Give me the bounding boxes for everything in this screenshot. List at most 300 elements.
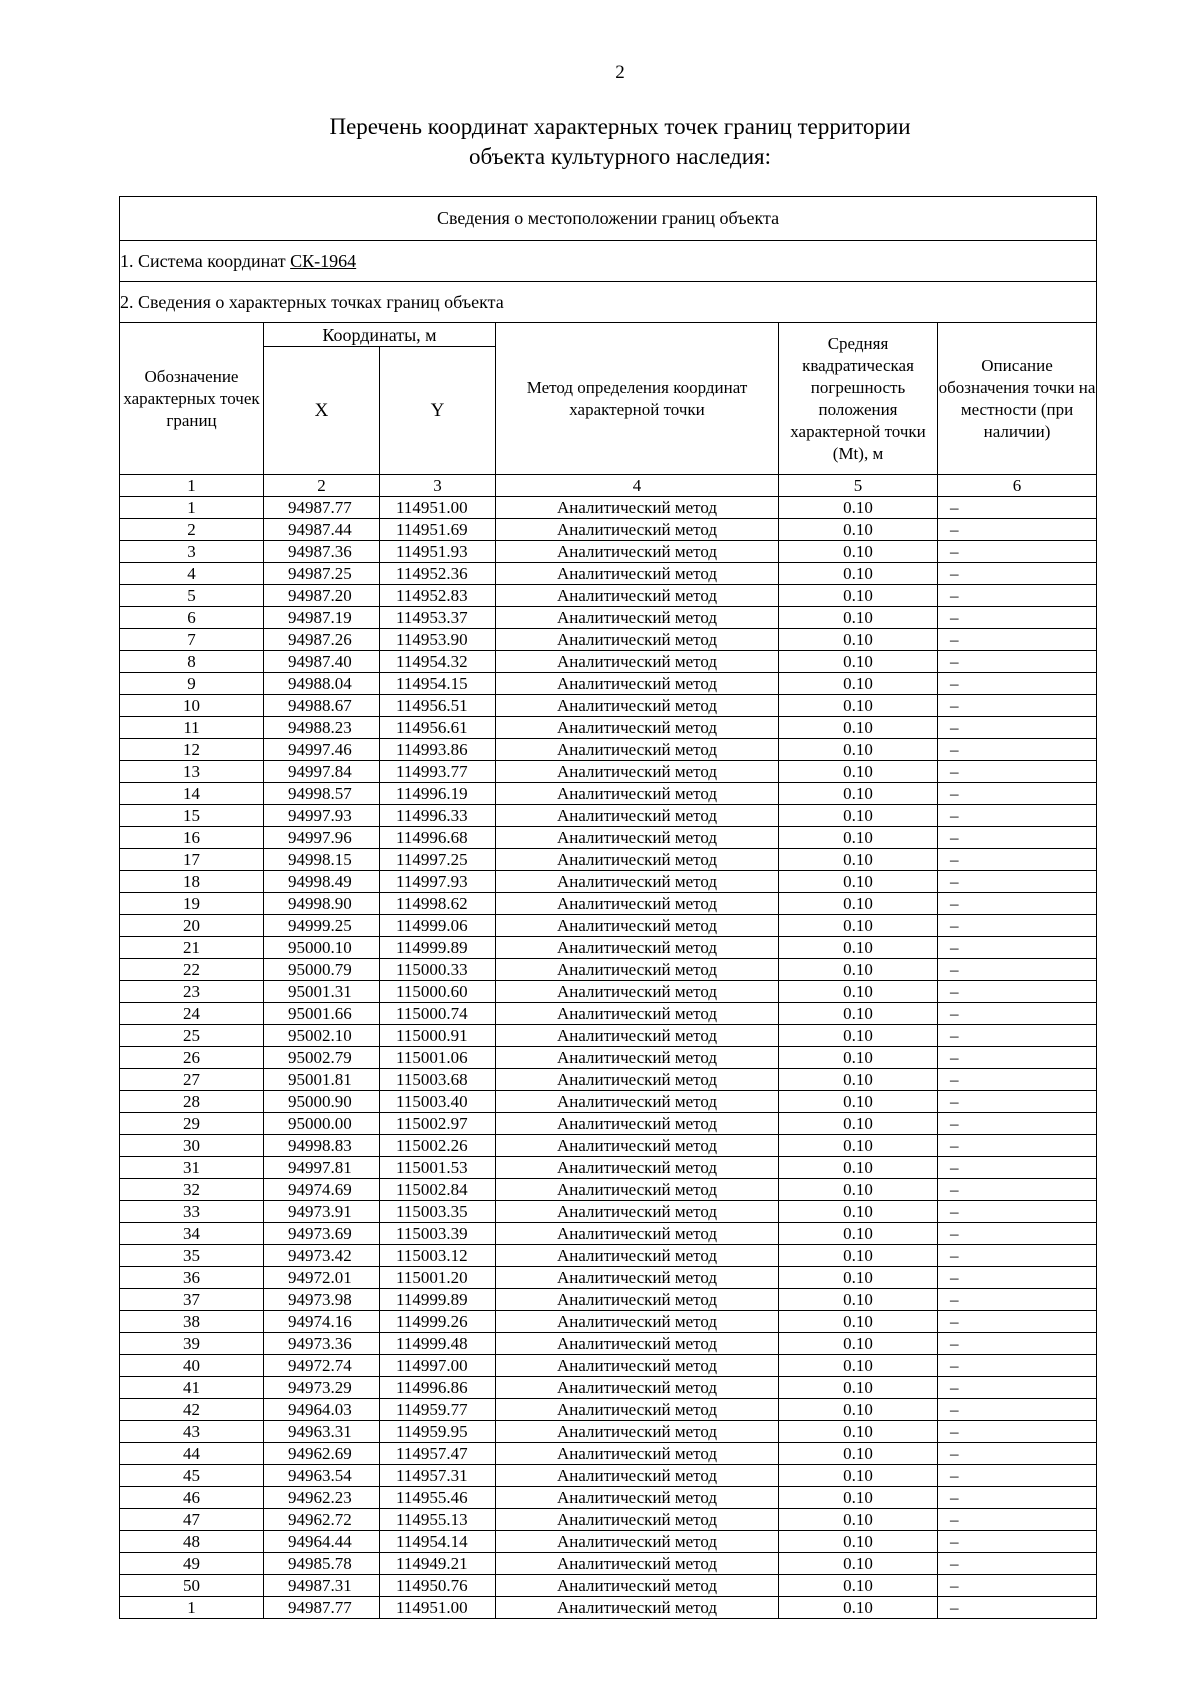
table-row xyxy=(120,1025,1097,1047)
point-id: 37 xyxy=(120,1289,264,1311)
title-line-1: Перечень координат характерных точек границ территории xyxy=(329,114,911,139)
point-id: 18 xyxy=(120,871,264,893)
description-cell: – xyxy=(938,959,1097,981)
method-cell: Аналитический метод xyxy=(496,871,779,893)
coord-x: 94987.26 xyxy=(264,629,380,651)
description-cell: – xyxy=(938,563,1097,585)
method-cell: Аналитический метод xyxy=(496,1135,779,1157)
coord-y: 115003.68 xyxy=(380,1069,496,1091)
table-row xyxy=(120,1069,1097,1091)
method-cell: Аналитический метод xyxy=(496,1421,779,1443)
table-row xyxy=(120,629,1097,651)
point-id: 46 xyxy=(120,1487,264,1509)
coord-x: 94974.16 xyxy=(264,1311,380,1333)
point-id: 22 xyxy=(120,959,264,981)
description-cell: – xyxy=(938,651,1097,673)
method-cell: Аналитический метод xyxy=(496,1465,779,1487)
description-cell: – xyxy=(938,1465,1097,1487)
coord-x: 94974.69 xyxy=(264,1179,380,1201)
point-id: 15 xyxy=(120,805,264,827)
error-cell: 0.10 xyxy=(779,1069,938,1091)
coord-y: 114952.36 xyxy=(380,563,496,585)
error-cell: 0.10 xyxy=(779,497,938,519)
description-cell: – xyxy=(938,1003,1097,1025)
method-cell: Аналитический метод xyxy=(496,1047,779,1069)
header-coordinates: Координаты, м xyxy=(264,323,496,347)
method-cell: Аналитический метод xyxy=(496,629,779,651)
coord-x: 94987.40 xyxy=(264,651,380,673)
description-cell: – xyxy=(938,893,1097,915)
description-cell: – xyxy=(938,673,1097,695)
error-cell: 0.10 xyxy=(779,541,938,563)
error-cell: 0.10 xyxy=(779,1267,938,1289)
coord-x: 94987.77 xyxy=(264,1597,380,1619)
description-cell: – xyxy=(938,717,1097,739)
coord-x: 94964.03 xyxy=(264,1399,380,1421)
error-cell: 0.10 xyxy=(779,651,938,673)
error-cell: 0.10 xyxy=(779,1113,938,1135)
point-id: 3 xyxy=(120,541,264,563)
error-cell: 0.10 xyxy=(779,959,938,981)
method-cell: Аналитический метод xyxy=(496,651,779,673)
point-id: 49 xyxy=(120,1553,264,1575)
error-cell: 0.10 xyxy=(779,805,938,827)
table-row xyxy=(120,1421,1097,1443)
error-cell: 0.10 xyxy=(779,1531,938,1553)
point-id: 10 xyxy=(120,695,264,717)
coord-y: 114955.46 xyxy=(380,1487,496,1509)
coord-x: 95000.10 xyxy=(264,937,380,959)
table-row xyxy=(120,1135,1097,1157)
coord-y: 115001.53 xyxy=(380,1157,496,1179)
error-cell: 0.10 xyxy=(779,1201,938,1223)
table-row xyxy=(120,1289,1097,1311)
coord-x: 94972.74 xyxy=(264,1355,380,1377)
coord-x: 94973.42 xyxy=(264,1245,380,1267)
description-cell: – xyxy=(938,1157,1097,1179)
description-cell: – xyxy=(938,1597,1097,1619)
coord-y: 115003.40 xyxy=(380,1091,496,1113)
coord-y: 114951.00 xyxy=(380,1597,496,1619)
method-cell: Аналитический метод xyxy=(496,1003,779,1025)
table-row xyxy=(120,519,1097,541)
coord-x: 94973.91 xyxy=(264,1201,380,1223)
column-number: 1 xyxy=(120,475,264,497)
coord-x: 95001.31 xyxy=(264,981,380,1003)
method-cell: Аналитический метод xyxy=(496,805,779,827)
coord-x: 94987.44 xyxy=(264,519,380,541)
method-cell: Аналитический метод xyxy=(496,1575,779,1597)
coordinate-system-value: СК-1964 xyxy=(290,250,357,271)
method-cell: Аналитический метод xyxy=(496,1179,779,1201)
description-cell: – xyxy=(938,1135,1097,1157)
coord-y: 114997.25 xyxy=(380,849,496,871)
coord-y: 115000.91 xyxy=(380,1025,496,1047)
column-number: 2 xyxy=(264,475,380,497)
coord-y: 114999.89 xyxy=(380,937,496,959)
point-id: 27 xyxy=(120,1069,264,1091)
table-row xyxy=(120,1091,1097,1113)
table-row xyxy=(120,959,1097,981)
method-cell: Аналитический метод xyxy=(496,1553,779,1575)
table-row xyxy=(120,1333,1097,1355)
description-cell: – xyxy=(938,1377,1097,1399)
error-cell: 0.10 xyxy=(779,585,938,607)
coord-x: 94963.54 xyxy=(264,1465,380,1487)
error-cell: 0.10 xyxy=(779,717,938,739)
point-id: 29 xyxy=(120,1113,264,1135)
description-cell: – xyxy=(938,1509,1097,1531)
error-cell: 0.10 xyxy=(779,1025,938,1047)
table-row xyxy=(120,1047,1097,1069)
method-cell: Аналитический метод xyxy=(496,1025,779,1047)
coord-y: 114999.48 xyxy=(380,1333,496,1355)
method-cell: Аналитический метод xyxy=(496,827,779,849)
method-cell: Аналитический метод xyxy=(496,695,779,717)
error-cell: 0.10 xyxy=(779,1465,938,1487)
error-cell: 0.10 xyxy=(779,1179,938,1201)
method-cell: Аналитический метод xyxy=(496,1487,779,1509)
error-cell: 0.10 xyxy=(779,1311,938,1333)
coord-y: 114993.86 xyxy=(380,739,496,761)
coord-y: 114954.15 xyxy=(380,673,496,695)
point-id: 48 xyxy=(120,1531,264,1553)
coord-y: 114999.06 xyxy=(380,915,496,937)
error-cell: 0.10 xyxy=(779,1575,938,1597)
point-id: 6 xyxy=(120,607,264,629)
description-cell: – xyxy=(938,1487,1097,1509)
coord-x: 94997.84 xyxy=(264,761,380,783)
error-cell: 0.10 xyxy=(779,1135,938,1157)
coord-x: 94998.90 xyxy=(264,893,380,915)
error-cell: 0.10 xyxy=(779,1003,938,1025)
coord-y: 114954.32 xyxy=(380,651,496,673)
coord-y: 114955.13 xyxy=(380,1509,496,1531)
table-row xyxy=(120,1113,1097,1135)
coord-x: 94997.46 xyxy=(264,739,380,761)
description-cell: – xyxy=(938,497,1097,519)
description-cell: – xyxy=(938,739,1097,761)
section-title: Сведения о местоположении границ объекта xyxy=(120,197,1097,241)
coord-y: 114999.89 xyxy=(380,1289,496,1311)
point-id: 2 xyxy=(120,519,264,541)
point-id: 7 xyxy=(120,629,264,651)
coord-y: 114957.31 xyxy=(380,1465,496,1487)
table-row xyxy=(120,1355,1097,1377)
point-id: 32 xyxy=(120,1179,264,1201)
table-row xyxy=(120,849,1097,871)
error-cell: 0.10 xyxy=(779,607,938,629)
error-cell: 0.10 xyxy=(779,1377,938,1399)
description-cell: – xyxy=(938,1531,1097,1553)
coord-x: 94972.01 xyxy=(264,1267,380,1289)
point-id: 21 xyxy=(120,937,264,959)
method-cell: Аналитический метод xyxy=(496,1355,779,1377)
coordinate-system-row xyxy=(120,241,1097,282)
coord-x: 94988.67 xyxy=(264,695,380,717)
table-row xyxy=(120,783,1097,805)
method-cell: Аналитический метод xyxy=(496,563,779,585)
table-row xyxy=(120,695,1097,717)
coord-x: 94973.98 xyxy=(264,1289,380,1311)
method-cell: Аналитический метод xyxy=(496,673,779,695)
point-id: 23 xyxy=(120,981,264,1003)
description-cell: – xyxy=(938,1091,1097,1113)
column-number: 3 xyxy=(380,475,496,497)
coord-x: 94962.72 xyxy=(264,1509,380,1531)
point-id: 11 xyxy=(120,717,264,739)
description-cell: – xyxy=(938,915,1097,937)
coord-y: 115002.84 xyxy=(380,1179,496,1201)
method-cell: Аналитический метод xyxy=(496,1333,779,1355)
coord-x: 94997.96 xyxy=(264,827,380,849)
description-cell: – xyxy=(938,1245,1097,1267)
coord-x: 95000.79 xyxy=(264,959,380,981)
method-cell: Аналитический метод xyxy=(496,1201,779,1223)
method-cell: Аналитический метод xyxy=(496,1245,779,1267)
coord-y: 114996.68 xyxy=(380,827,496,849)
table-row xyxy=(120,717,1097,739)
method-cell: Аналитический метод xyxy=(496,585,779,607)
coord-y: 114996.19 xyxy=(380,783,496,805)
point-id: 19 xyxy=(120,893,264,915)
point-id: 33 xyxy=(120,1201,264,1223)
column-number: 6 xyxy=(938,475,1097,497)
point-id: 50 xyxy=(120,1575,264,1597)
error-cell: 0.10 xyxy=(779,1509,938,1531)
coord-y: 115001.20 xyxy=(380,1267,496,1289)
coord-x: 94962.23 xyxy=(264,1487,380,1509)
method-cell: Аналитический метод xyxy=(496,1223,779,1245)
point-id: 20 xyxy=(120,915,264,937)
method-cell: Аналитический метод xyxy=(496,1069,779,1091)
description-cell: – xyxy=(938,1267,1097,1289)
table-row xyxy=(120,1377,1097,1399)
coord-x: 94999.25 xyxy=(264,915,380,937)
table-row xyxy=(120,497,1097,519)
coord-y: 115000.60 xyxy=(380,981,496,1003)
description-cell: – xyxy=(938,607,1097,629)
method-cell: Аналитический метод xyxy=(496,497,779,519)
method-cell: Аналитический метод xyxy=(496,981,779,1003)
method-cell: Аналитический метод xyxy=(496,1597,779,1619)
method-cell: Аналитический метод xyxy=(496,607,779,629)
point-id: 1 xyxy=(120,497,264,519)
description-cell: – xyxy=(938,1333,1097,1355)
coord-x: 94985.78 xyxy=(264,1553,380,1575)
points-info-row: 2. Сведения о характерных точках границ объекта xyxy=(120,282,1097,323)
error-cell: 0.10 xyxy=(779,673,938,695)
error-cell: 0.10 xyxy=(779,783,938,805)
error-cell: 0.10 xyxy=(779,1047,938,1069)
point-id: 30 xyxy=(120,1135,264,1157)
table-row xyxy=(120,1487,1097,1509)
point-id: 45 xyxy=(120,1465,264,1487)
method-cell: Аналитический метод xyxy=(496,1113,779,1135)
coord-y: 115002.97 xyxy=(380,1113,496,1135)
error-cell: 0.10 xyxy=(779,1443,938,1465)
description-cell: – xyxy=(938,1179,1097,1201)
table-row xyxy=(120,1443,1097,1465)
error-cell: 0.10 xyxy=(779,761,938,783)
description-cell: – xyxy=(938,1113,1097,1135)
coord-y: 114996.33 xyxy=(380,805,496,827)
coord-y: 114957.47 xyxy=(380,1443,496,1465)
coord-x: 95002.10 xyxy=(264,1025,380,1047)
point-id: 34 xyxy=(120,1223,264,1245)
description-cell: – xyxy=(938,1355,1097,1377)
description-cell: – xyxy=(938,827,1097,849)
coord-y: 114953.90 xyxy=(380,629,496,651)
coord-x: 94997.81 xyxy=(264,1157,380,1179)
coord-y: 114997.93 xyxy=(380,871,496,893)
description-cell: – xyxy=(938,1421,1097,1443)
table-row xyxy=(120,541,1097,563)
point-id: 12 xyxy=(120,739,264,761)
method-cell: Аналитический метод xyxy=(496,849,779,871)
description-cell: – xyxy=(938,629,1097,651)
point-id: 36 xyxy=(120,1267,264,1289)
table-row xyxy=(120,1267,1097,1289)
table-row xyxy=(120,1399,1097,1421)
method-cell: Аналитический метод xyxy=(496,1289,779,1311)
coord-y: 114998.62 xyxy=(380,893,496,915)
point-id: 17 xyxy=(120,849,264,871)
coord-y: 114997.00 xyxy=(380,1355,496,1377)
coord-y: 114956.61 xyxy=(380,717,496,739)
method-cell: Аналитический метод xyxy=(496,717,779,739)
description-cell: – xyxy=(938,541,1097,563)
method-cell: Аналитический метод xyxy=(496,1311,779,1333)
table-row xyxy=(120,1003,1097,1025)
point-id: 26 xyxy=(120,1047,264,1069)
table-row xyxy=(120,1465,1097,1487)
point-id: 13 xyxy=(120,761,264,783)
description-cell: – xyxy=(938,981,1097,1003)
error-cell: 0.10 xyxy=(779,1289,938,1311)
table-row xyxy=(120,1531,1097,1553)
coord-y: 115001.06 xyxy=(380,1047,496,1069)
description-cell: – xyxy=(938,937,1097,959)
description-cell: – xyxy=(938,585,1097,607)
method-cell: Аналитический метод xyxy=(496,959,779,981)
coord-x: 94988.23 xyxy=(264,717,380,739)
coordinate-system-label: 1. Система координат xyxy=(120,250,291,271)
description-cell: – xyxy=(938,1553,1097,1575)
coord-x: 94973.36 xyxy=(264,1333,380,1355)
table-row xyxy=(120,1553,1097,1575)
coord-x: 94963.31 xyxy=(264,1421,380,1443)
error-cell: 0.10 xyxy=(779,1223,938,1245)
coord-x: 94987.19 xyxy=(264,607,380,629)
point-id: 39 xyxy=(120,1333,264,1355)
coord-y: 115000.74 xyxy=(380,1003,496,1025)
method-cell: Аналитический метод xyxy=(496,519,779,541)
coord-x: 94998.83 xyxy=(264,1135,380,1157)
method-cell: Аналитический метод xyxy=(496,1091,779,1113)
method-cell: Аналитический метод xyxy=(496,1509,779,1531)
table-row xyxy=(120,739,1097,761)
description-cell: – xyxy=(938,849,1097,871)
point-id: 4 xyxy=(120,563,264,585)
table-row xyxy=(120,1223,1097,1245)
coord-y: 114951.00 xyxy=(380,497,496,519)
error-cell: 0.10 xyxy=(779,937,938,959)
method-cell: Аналитический метод xyxy=(496,783,779,805)
error-cell: 0.10 xyxy=(779,1487,938,1509)
coord-x: 94987.31 xyxy=(264,1575,380,1597)
point-id: 40 xyxy=(120,1355,264,1377)
method-cell: Аналитический метод xyxy=(496,937,779,959)
method-cell: Аналитический метод xyxy=(496,739,779,761)
point-id: 41 xyxy=(120,1377,264,1399)
table-row xyxy=(120,585,1097,607)
coord-y: 114953.37 xyxy=(380,607,496,629)
error-cell: 0.10 xyxy=(779,915,938,937)
method-cell: Аналитический метод xyxy=(496,541,779,563)
point-id: 47 xyxy=(120,1509,264,1531)
coord-x: 94987.36 xyxy=(264,541,380,563)
point-id: 25 xyxy=(120,1025,264,1047)
table-row xyxy=(120,673,1097,695)
description-cell: – xyxy=(938,805,1097,827)
point-id: 24 xyxy=(120,1003,264,1025)
coord-x: 95000.90 xyxy=(264,1091,380,1113)
error-cell: 0.10 xyxy=(779,1245,938,1267)
coord-y: 114996.86 xyxy=(380,1377,496,1399)
table-row xyxy=(120,651,1097,673)
coord-x: 94987.25 xyxy=(264,563,380,585)
coord-y: 114959.95 xyxy=(380,1421,496,1443)
point-id: 14 xyxy=(120,783,264,805)
error-cell: 0.10 xyxy=(779,981,938,1003)
header-x: X xyxy=(264,347,380,475)
coord-y: 114999.26 xyxy=(380,1311,496,1333)
point-id: 1 xyxy=(120,1597,264,1619)
point-id: 38 xyxy=(120,1311,264,1333)
method-cell: Аналитический метод xyxy=(496,1377,779,1399)
coord-x: 94973.29 xyxy=(264,1377,380,1399)
coord-y: 115003.39 xyxy=(380,1223,496,1245)
description-cell: – xyxy=(938,871,1097,893)
point-id: 16 xyxy=(120,827,264,849)
point-id: 28 xyxy=(120,1091,264,1113)
coord-y: 114954.14 xyxy=(380,1531,496,1553)
method-cell: Аналитический метод xyxy=(496,1267,779,1289)
header-error: Средняя квадратическая погрешность положения характерной точки (Mt), м xyxy=(779,323,938,475)
coord-x: 94973.69 xyxy=(264,1223,380,1245)
point-id: 35 xyxy=(120,1245,264,1267)
error-cell: 0.10 xyxy=(779,629,938,651)
coord-x: 94997.93 xyxy=(264,805,380,827)
coord-x: 94988.04 xyxy=(264,673,380,695)
error-cell: 0.10 xyxy=(779,1355,938,1377)
point-id: 42 xyxy=(120,1399,264,1421)
table-row xyxy=(120,805,1097,827)
coord-x: 94987.77 xyxy=(264,497,380,519)
table-row xyxy=(120,1597,1097,1619)
header-y: Y xyxy=(380,347,496,475)
table-row xyxy=(120,761,1097,783)
description-cell: – xyxy=(938,1025,1097,1047)
table-row xyxy=(120,915,1097,937)
page-number: 2 xyxy=(615,62,625,83)
error-cell: 0.10 xyxy=(779,563,938,585)
coord-x: 94987.20 xyxy=(264,585,380,607)
coord-y: 115002.26 xyxy=(380,1135,496,1157)
error-cell: 0.10 xyxy=(779,1091,938,1113)
error-cell: 0.10 xyxy=(779,1333,938,1355)
